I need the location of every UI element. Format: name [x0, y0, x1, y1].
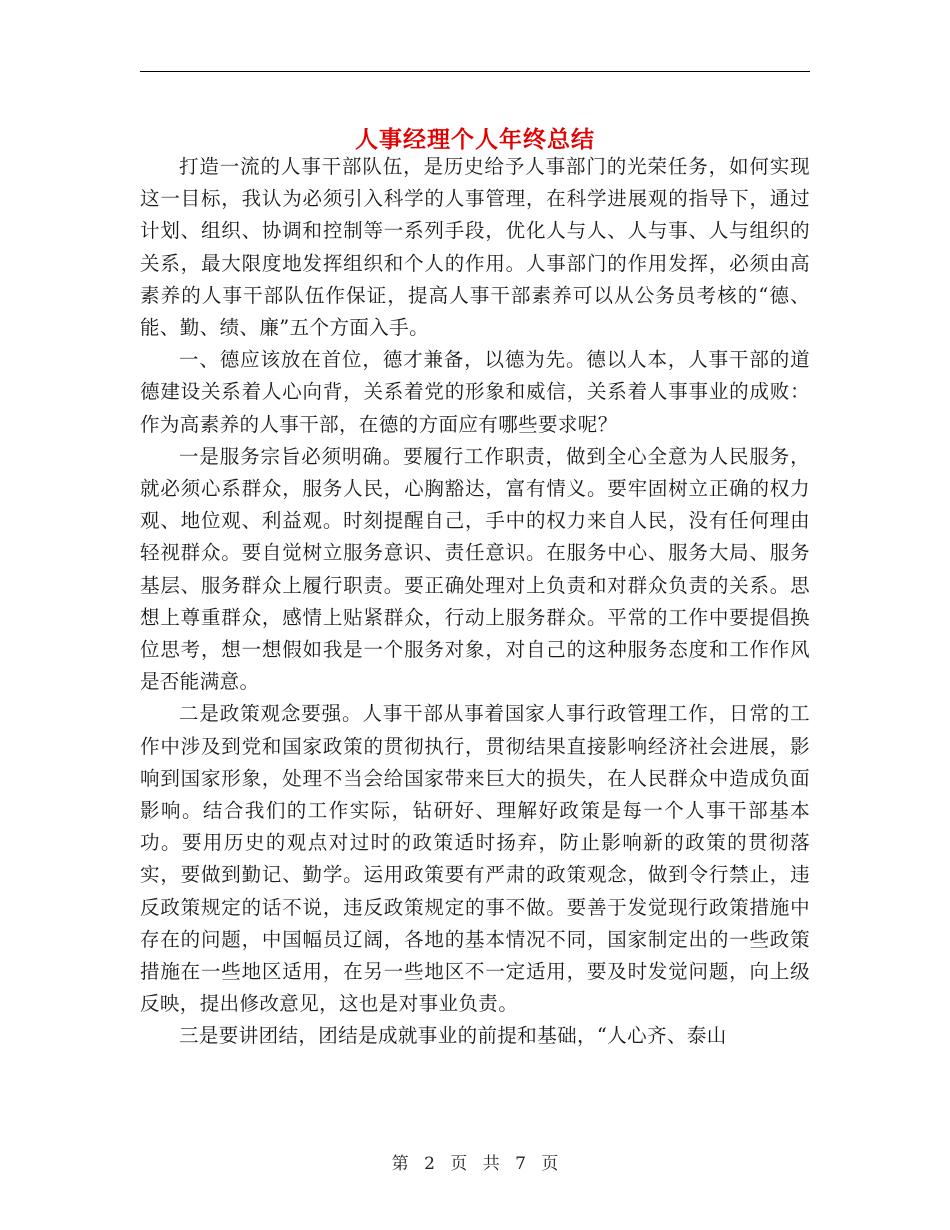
document-title: 人事经理个人年终总结 — [355, 126, 595, 154]
page-footer — [140, 1152, 810, 1176]
footer-prefix: 第 — [391, 1154, 409, 1174]
header-rule — [140, 71, 810, 72]
footer-suffix: 页 — [541, 1154, 559, 1174]
footer-total-label: 共 — [482, 1154, 500, 1174]
paragraph-point-three: 三是要讲团结，团结是成就事业的前提和基础，“人心齐、泰山 — [179, 1024, 727, 1048]
footer-current-page: 2 — [424, 1154, 435, 1174]
footer-page-unit: 页 — [450, 1154, 468, 1174]
paragraph-section-one: 一、德应该放在首位，德才兼备，以德为先。德以人本，人事干部的道德建设关系着人心向背，关系着党的形象和威信，关系着人事事业的成败：作为高素养的人事干部，在德的方面应有哪些要求呢？ — [140, 348, 810, 436]
document-body — [140, 151, 810, 1053]
footer-total-pages: 7 — [515, 1154, 526, 1174]
paragraph-point-two: 二是政策观念要强。人事干部从事着国家人事行政管理工作，日常的工作中涉及到党和国家政策的贯彻执行，贯彻结果直接影响经济社会进展，影响到国家形象，处理不当会给国家带来巨大的损失，在人民群众中造成负面影响。结合我们的工作实际，钻研好、理解好政策是每一个人事干部基本功。要用历史的观点对过时的政策适时扬弃，防止影响新的政策的贯彻落实，要做到勤记、勤学。运用政策要有严肃的政策观念，做到令行禁止，违反政策规定的话不说，违反政策规定的事不做。要善于发觉现行政策措施中存在的问题，中国幅员辽阔，各地的基本情况不同，国家制定出的一些政策措施在一些地区适用，在另一些地区不一定适用，要及时发觉问题，向上级反映，提出修改意见，这也是对事业负责。 — [140, 702, 810, 1016]
paragraph-point-one: 一是服务宗旨必须明确。要履行工作职责，做到全心全意为人民服务，就必须心系群众，服务人民，心胸豁达，富有情义。要牢固树立正确的权力观、地位观、利益观。时刻提醒自己，手中的权力来自人民，没有任何理由轻视群众。要自觉树立服务意识、责任意识。在服务中心、服务大局、服务基层、服务群众上履行职责。要正确处理对上负责和对群众负责的关系。思想上尊重群众，感情上贴紧群众，行动上服务群众。平常的工作中要提倡换位思考，想一想假如我是一个服务对象，对自己的这种服务态度和工作作风是否能满意。 — [140, 444, 810, 694]
paragraph-intro: 打造一流的人事干部队伍，是历史给予人事部门的光荣任务，如何实现这一目标，我认为必须引入科学的人事管理，在科学进展观的指导下，通过计划、组织、协调和控制等一系列手段，优化人与人、人与事、人与组织的关系，最大限度地发挥组织和个人的作用。人事部门的作用发挥，必须由高素养的人事干部队伍作保证，提高人事干部素养可以从公务员考核的“德、能、勤、绩、廉”五个方面入手。 — [140, 155, 810, 340]
